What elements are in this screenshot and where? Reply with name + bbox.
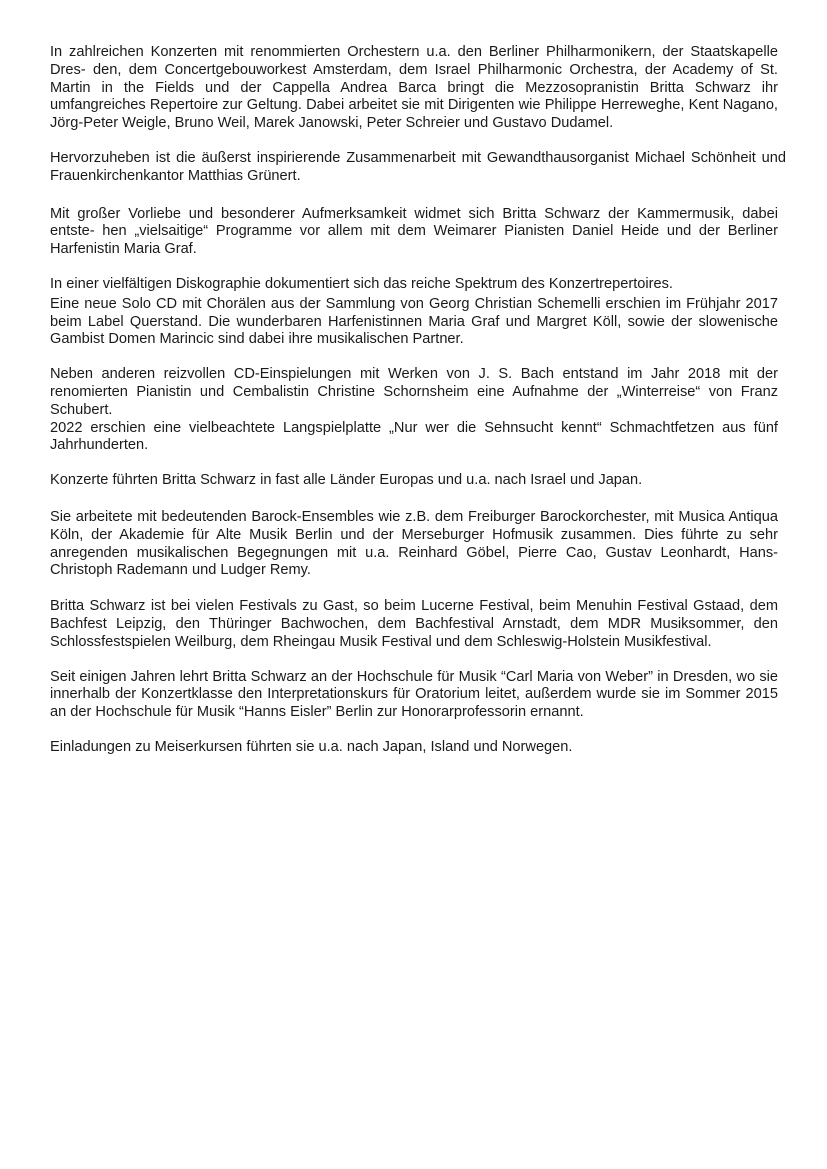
- paragraph-chamber-music: Mit großer Vorliebe und besonderer Aufmerksamkeit widmet sich Britta Schwarz der Kammermusik, dabei entste- hen „vielsaitige“ Programme vor allem mit dem Weimarer Pianisten Daniel Heide und der Berliner Harfenistin Maria Graf.: [50, 205, 778, 258]
- paragraph-orchestras: In zahlreichen Konzerten mit renommierten Orchestern u.a. den Berliner Philharmonikern, der Staatskapelle Dres- den, dem Concertgebouworkest Amsterdam, dem Israel Philharmonic Orchestra, der Academy of St. Martin in the Fields und der Cappella Andrea Barca bringt die Mezzosopranistin Britta Schwarz ihr umfangreiches Repertoire zur Geltung. Dabei arbeitet sie mit Dirigenten wie Philippe Herreweghe, Kent Nagano, Jörg-Peter Weigle, Bruno Weil, Marek Janowski, Peter Schreier und Gustavo Dudamel.: [50, 44, 778, 132]
- paragraph-discography: In einer vielfältigen Diskographie dokumentiert sich das reiche Spektrum des Konzertrepertoires.: [50, 275, 673, 292]
- paragraph-concert-tours: Konzerte führten Britta Schwarz in fast alle Länder Europas und u.a. nach Israel und Japan.: [50, 472, 643, 489]
- paragraph-cd-recordings: [50, 366, 778, 455]
- document-page: [50, 44, 786, 757]
- paragraph-baroque-ensembles: Sie arbeitete mit bedeutenden Barock-Ensembles wie z.B. dem Freiburger Barockorchester, mit Musica Antiqua Köln, der Akademie für Alte Musik Berlin und der Merseburger Hofmusik zusammen. Dies führte zu sehr anregenden musikalischen Begegnungen mit u.a. Reinhard Göbel, Pierre Cao, Gustav Leonhardt, Hans-Christoph Rademann und Ludger Remy.: [50, 508, 778, 579]
- paragraph-record-2022: 2022 erschien eine vielbeachtete Langspielplatte „Nur wer die Sehnsucht kennt“ Schmachtfetzen aus fünf Jahrhunderten.: [50, 419, 778, 454]
- paragraph-solo-cd: Eine neue Solo CD mit Chorälen aus der Sammlung von Georg Christian Schemelli erschien im Frühjahr 2017 beim Label Querstand. Die wunderbaren Harfenistinnen Maria Graf und Margret Köll, sowie der slowenische Gambist Domen Marincic sind dabei ihre musikalischen Partner.: [50, 295, 778, 348]
- paragraph-masterclasses: Einladungen zu Meiserkursen führten sie u.a. nach Japan, Island und Norwegen.: [50, 738, 573, 755]
- paragraph-teaching: Seit einigen Jahren lehrt Britta Schwarz an der Hochschule für Musik “Carl Maria von Weber” in Dresden, wo sie innerhalb der Konzertklasse den Interpretationskurs für Oratorium leitet, außerdem wurde sie im Sommer 2015 an der Hochschule für Musik “Hanns Eisler” Berlin zur Honorarprofessorin ernannt.: [50, 668, 778, 721]
- paragraph-winterreise: Neben anderen reizvollen CD-Einspielungen mit Werken von J. S. Bach entstand im Jahr 2018 mit der renomierten Pianistin und Cembalistin Christine Schornsheim eine Aufnahme der „Winterreise“ von Franz Schubert.: [50, 366, 778, 418]
- paragraph-collaboration: Hervorzuheben ist die äußerst inspirierende Zusammenarbeit mit Gewandthausorganist Michael Schönheit und Frauenkirchenkantor Matthias Grünert.: [50, 149, 786, 184]
- paragraph-festivals: Britta Schwarz ist bei vielen Festivals zu Gast, so beim Lucerne Festival, beim Menuhin Festival Gstaad, dem Bachfest Leipzig, den Thüringer Bachwochen, dem Bachfestival Arnstadt, dem MDR Musiksommer, den Schlossfestspielen Weilburg, dem Rheingau Musik Festival und dem Schleswig-Holstein Musikfestival.: [50, 598, 778, 650]
